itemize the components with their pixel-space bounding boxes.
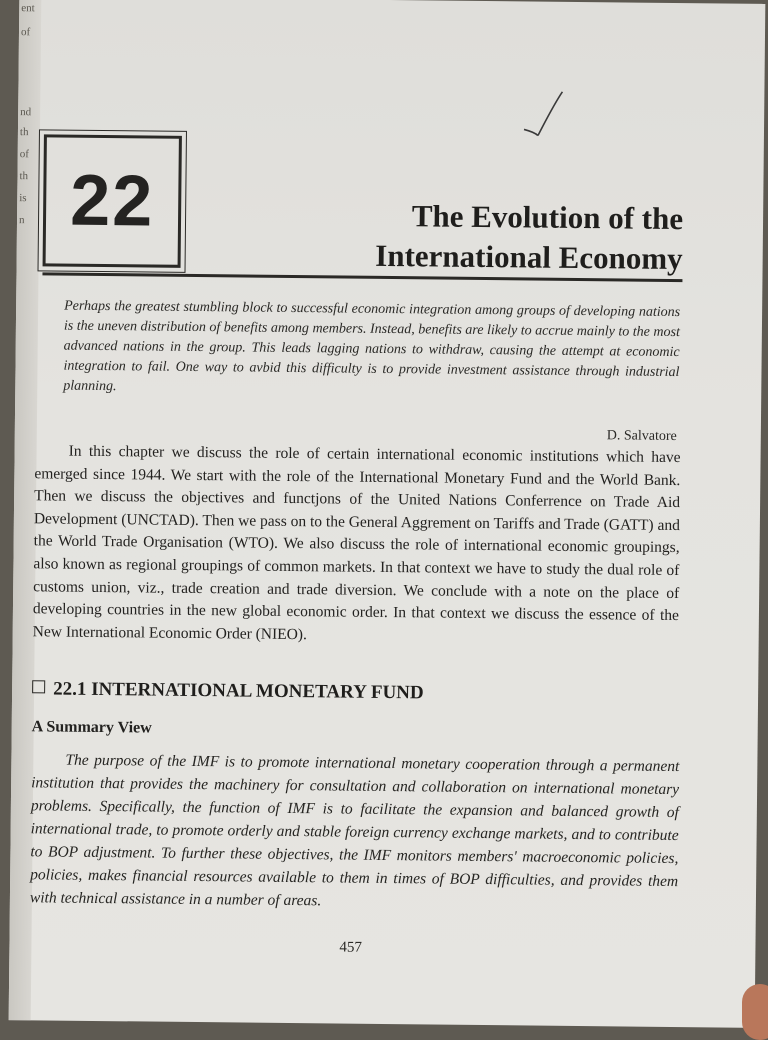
- chapter-title: [322, 195, 683, 279]
- chapter-title-line-1: The Evolution of the: [411, 198, 684, 237]
- margin-fragment: of: [19, 148, 29, 161]
- margin-fragment: n: [18, 214, 25, 227]
- margin-fragment: th: [19, 170, 29, 183]
- section-heading: [32, 678, 672, 707]
- margin-fragment: nd: [20, 106, 32, 119]
- margin-fragment: th: [19, 126, 29, 139]
- epigraph-quote: Perhaps the greatest stumbling block to successful economic integration among groups of developing nations is the uneven distribution of benefits among members. Instead, benefits are likely to accrue mainly to the most advanced nations in the group. This leads lagging nations to withdraw, causing the attempt at economic integration to fail. One way to avbid this difficulty is to provide investment assistance through industrial planning.: [63, 298, 681, 395]
- margin-fragment: of: [20, 26, 31, 39]
- chapter-title-line-2: International Economy: [375, 237, 683, 277]
- chapter-number: 22: [69, 160, 155, 242]
- thumb: [742, 984, 768, 1040]
- chapter-number-box: [43, 134, 182, 267]
- section-heading-text: 22.1 INTERNATIONAL MONETARY FUND: [53, 678, 424, 704]
- intro-paragraph: In this chapter we discuss the role of certain international economic institutions which have emerged since 1944. We start with the role of the International Monetary Fund and the World Bank. Then we discuss the objectives and functjons of the United Nations Conferrence on Trade Aid Development (UNCTAD). Then we pass on to the General Aggrement on Tariffs and Trade (GATT) and the World Trade Organisation (WTO). We also discuss the role of international economic groupings, also known as regional groupings of common markets. In that context we have to study the dual role of customs union, viz., trade creation and trade diversion. We conclude with a note on the place of developing countries in the new global economic order. In that context we discuss the essence of the New International Economic Order (NIEO).: [32, 442, 681, 643]
- page-number: 457: [339, 939, 363, 956]
- square-bullet-icon: [32, 680, 45, 693]
- book-page: [9, 0, 766, 1028]
- margin-fragment: ent: [21, 2, 35, 15]
- pen-tick-mark: [518, 89, 565, 137]
- summary-paragraph: The purpose of the IMF is to promote international monetary cooperation through a permanent institution that provides the machinery for consultation and collaboration on international monetary problems. Specifically, the function of IMF is to facilitate the expansion and balanced growth of international trade, to promote orderly and stable foreign currency exchange markets, and to contribute to BOP adjustment. To further these objectives, the IMF monitors members' macroeconomic policies, policies, makes financial resources available to them in times of BOP difficulties, and provides them with technical assistance in a number of areas.: [29, 751, 680, 910]
- margin-fragment: is: [19, 192, 27, 205]
- subsection-heading: A Summary View: [31, 718, 152, 737]
- epigraph-attribution: D. Salvatore: [606, 428, 677, 445]
